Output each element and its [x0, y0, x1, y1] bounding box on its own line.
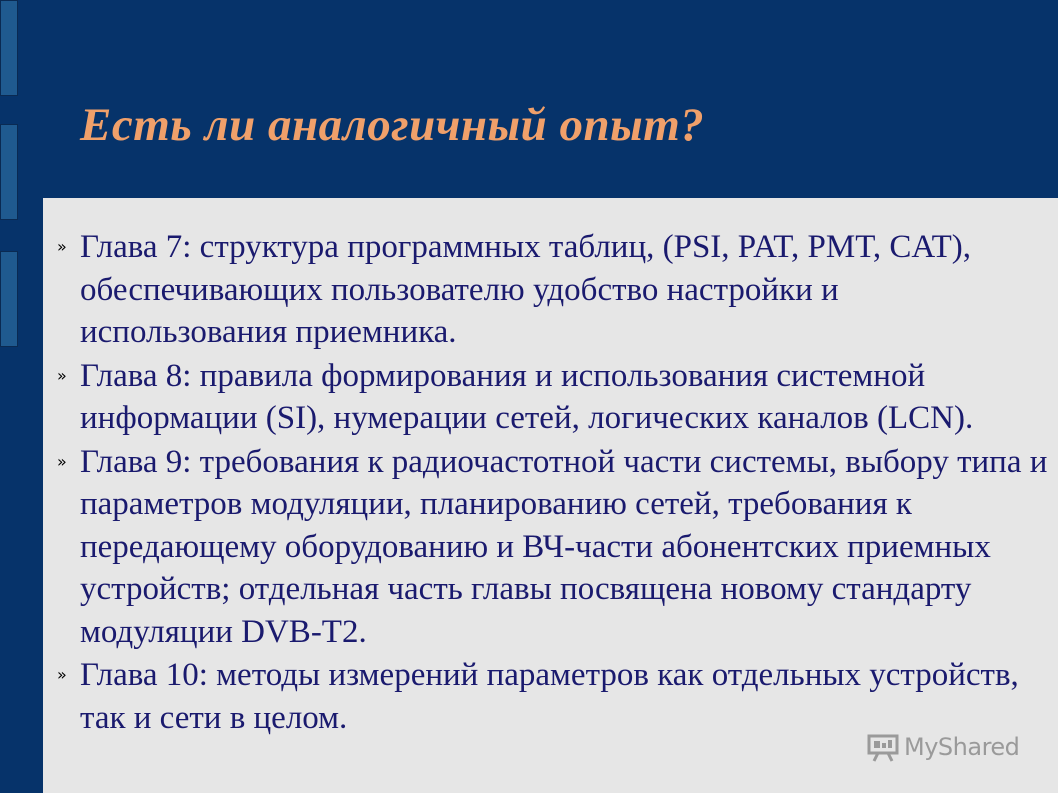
chevron-right-icon: »	[57, 665, 67, 684]
left-decor-bar-2	[0, 124, 18, 220]
bullet-text: Глава 8: правила формирования и использования системной информации (SI), нумерации сетей, логических каналов (LCN).	[80, 357, 974, 436]
chevron-right-icon: »	[57, 365, 67, 385]
left-decor-bar-1	[0, 0, 18, 96]
bullet-text: Глава 9: требования к радиочастотной части системы, выбору типа и параметров модуляции, планированию сетей, требования к передающему оборудованию и ВЧ-части абонентских приемных устройств; отдельная часть главы посвящена новому стандарту модуляции DVB-T2.	[80, 443, 1048, 650]
chevron-right-icon: »	[57, 237, 67, 256]
watermark-text: MyShared	[904, 733, 1020, 761]
bullet-text: Глава 7: структура программных таблиц, (PSI, PAT, PMT, CAT), обеспечивающих пользователю удобство настройки и использования приемника.	[80, 229, 971, 350]
slide-title: Есть ли аналогичный опыт?	[80, 99, 705, 151]
content-panel	[43, 198, 1058, 793]
bullet-list	[43, 226, 1058, 740]
bullet-item	[43, 441, 1058, 654]
bullet-item	[43, 355, 1058, 440]
bullet-text: Глава 10: методы измерений параметров как отдельных устройств, так и сети в целом.	[80, 657, 1019, 736]
bullet-item	[43, 654, 1058, 739]
bullet-item	[43, 226, 1058, 354]
chevron-right-icon: »	[57, 451, 67, 471]
projector-icon	[866, 732, 900, 762]
watermark	[866, 730, 1019, 764]
left-decor-bar-3	[0, 251, 18, 347]
